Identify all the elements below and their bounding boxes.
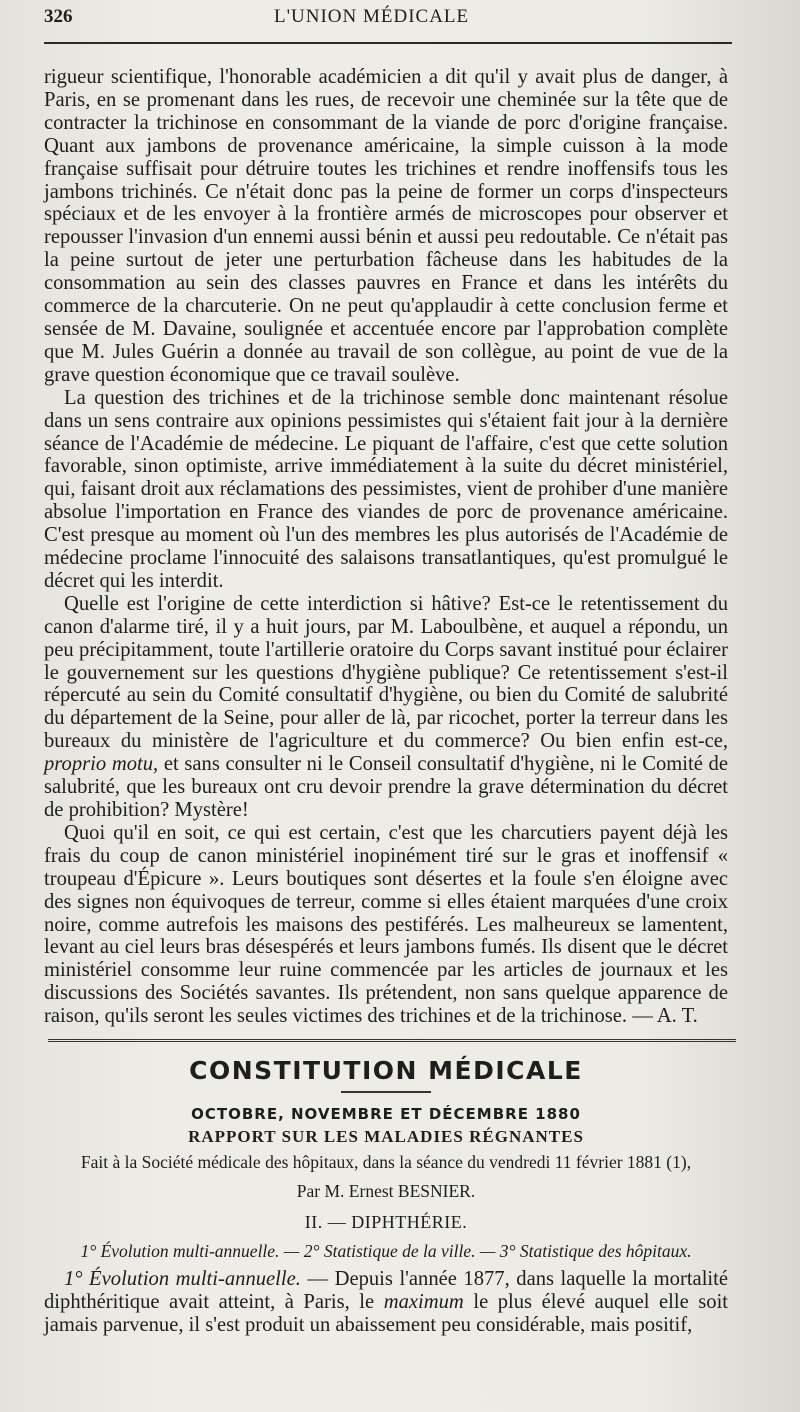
- report-text: le plus élevé auquel elle soit jamais parvenue, il s'est produit un abaissement peu considérable, mais positif,: [44, 1291, 729, 1337]
- report-lead: 1° Évolution multi-annuelle.: [64, 1268, 301, 1291]
- article-paragraph: [44, 593, 728, 822]
- report-body: [44, 1268, 728, 1337]
- report-author: Par M. Ernest BESNIER.: [296, 1181, 476, 1202]
- article-paragraph: rigueur scientifique, l'honorable académicien a dit qu'il y avait plus de danger, à Paris, en se promenant dans les rues, de recevoir une cheminée sur la tête que de contracter la trichinose en consommant de la viande de porc d'origine française. Quant aux jambons de provenance américaine, la simple cuisson à la mode française suffisait pour détruire toutes les trichines et rendre inoffensifs tous les jambons trichinés. Ce n'était donc pas la peine de former un corps d'inspecteurs spéciaux et de les envoyer à la frontière armés de microscopes pour observer et repousser l'invasion d'un ennemi aussi bénin et aussi peu redoutable. Ce n'était pas la peine surtout de jeter une perturbation fâcheuse dans les habitudes de la consommation au sein des classes pauvres en France et dans les intérêts du commerce de la charcuterie. On ne peut qu'applaudir à cette conclusion ferme et sensée de M. Davaine, soulignée et accentuée encore par l'approbation complète que M. Jules Guérin a donnée au travail de son collègue, au point de vue de la grave question économique que ce travail soulève.: [44, 66, 728, 386]
- section-separator: [48, 1039, 736, 1042]
- chapter-heading: II. — DIPHTHÉRIE.: [304, 1212, 468, 1233]
- report-subtitle: Fait à la Société médicale des hôpitaux, dans la séance du vendredi 11 février 1881 (1),: [80, 1152, 692, 1173]
- report-text: — Depuis l'année 1877, dans laquelle la mortalité diphthéritique avait atteint, à Paris, le: [44, 1268, 729, 1314]
- title-rule: [341, 1091, 431, 1093]
- section-months: OCTOBRE, NOVEMBRE ET DÉCEMBRE 1880: [191, 1105, 581, 1124]
- journal-title: L'UNION MÉDICALE: [274, 6, 470, 27]
- article-paragraph: La question des trichines et de la trichinose semble donc maintenant résolue dans un sens contraire aux opinions pessimistes qui s'étaient fait jour à la dernière séance de l'Académie de médecine. Le piquant de l'affaire, c'est que cette solution favorable, sinon optimiste, arrive immédiatement à la suite du décret ministériel, qui, faisant droit aux réclamations des pessimistes, vient de prohiber d'une manière absolue l'importation en France des viandes de porc de provenance américaine. C'est presque au moment où l'un des membres les plus autorisés de l'Académie de médecine proclame l'innocuité des salaisons transatlantiques, qu'est promulgué le décret qui les interdit.: [44, 386, 728, 592]
- section-title: CONSTITUTION MÉDICALE: [189, 1056, 583, 1086]
- chapter-summary: [44, 1241, 728, 1262]
- report-title: RAPPORT SUR LES MALADIES RÉGNANTES: [188, 1127, 584, 1147]
- page-number: 326: [44, 6, 73, 27]
- report-paragraph: [44, 1268, 728, 1337]
- article-paragraph-text: et sans consulter ni le Conseil consultatif d'hygiène, ni le Comité de salubrité, que les bureaux ont cru devoir prendre la grave détermination du décret de prohibition? Mystère!: [44, 753, 728, 821]
- article-paragraph-text: Quelle est l'origine de cette interdiction si hâtive? Est-ce le retentissement du canon d'alarme tiré, il y a huit jours, par M. Laboulbène, et auquel a répondu, un peu précipitamment, toute l'artillerie oratoire du Corps savant institué pour éclairer le gouvernement sur les questions d'hygiène publique? Ce retentissement s'est-il répercuté au sein du Comité consultatif d'hygiène, ou bien du Comité de salubrité du département de la Seine, pour aller de là, par ricochet, porter la terreur dans les bureaux du ministère de l'agriculture et du commerce? Ou bien enfin est-ce,: [44, 592, 728, 753]
- italic-phrase: proprio motu,: [44, 753, 159, 776]
- report-emphasis: maximum: [383, 1291, 464, 1314]
- article-paragraph: Quoi qu'il en soit, ce qui est certain, c'est que les charcutiers payent déjà les frais du coup de canon ministériel inopinément tiré sur le gras et inoffensif « troupeau d'Épicure ». Leurs boutiques sont désertes et la foule s'en éloigne avec des signes non équivoques de terreur, comme si elles étaient marquées d'une croix noire, comme autrefois les maisons des pestiférés. Les malheureux se lamentent, levant au ciel leurs bras désespérés et leurs jambons fumés. Ils disent que le décret ministériel consomme leur ruine commencée par les articles de journaux et les discussions des Sociétés savantes. Ils prétendent, non sans quelque apparence de raison, qu'ils seront les seules victimes des trichines et de la trichinose. — A. T.: [44, 821, 728, 1028]
- article-body: [44, 66, 728, 1028]
- running-head: [44, 6, 732, 44]
- chapter-summary-text: 1° Évolution multi-annuelle. — 2° Statistique de la ville. — 3° Statistique des hôpitaux.: [80, 1241, 692, 1262]
